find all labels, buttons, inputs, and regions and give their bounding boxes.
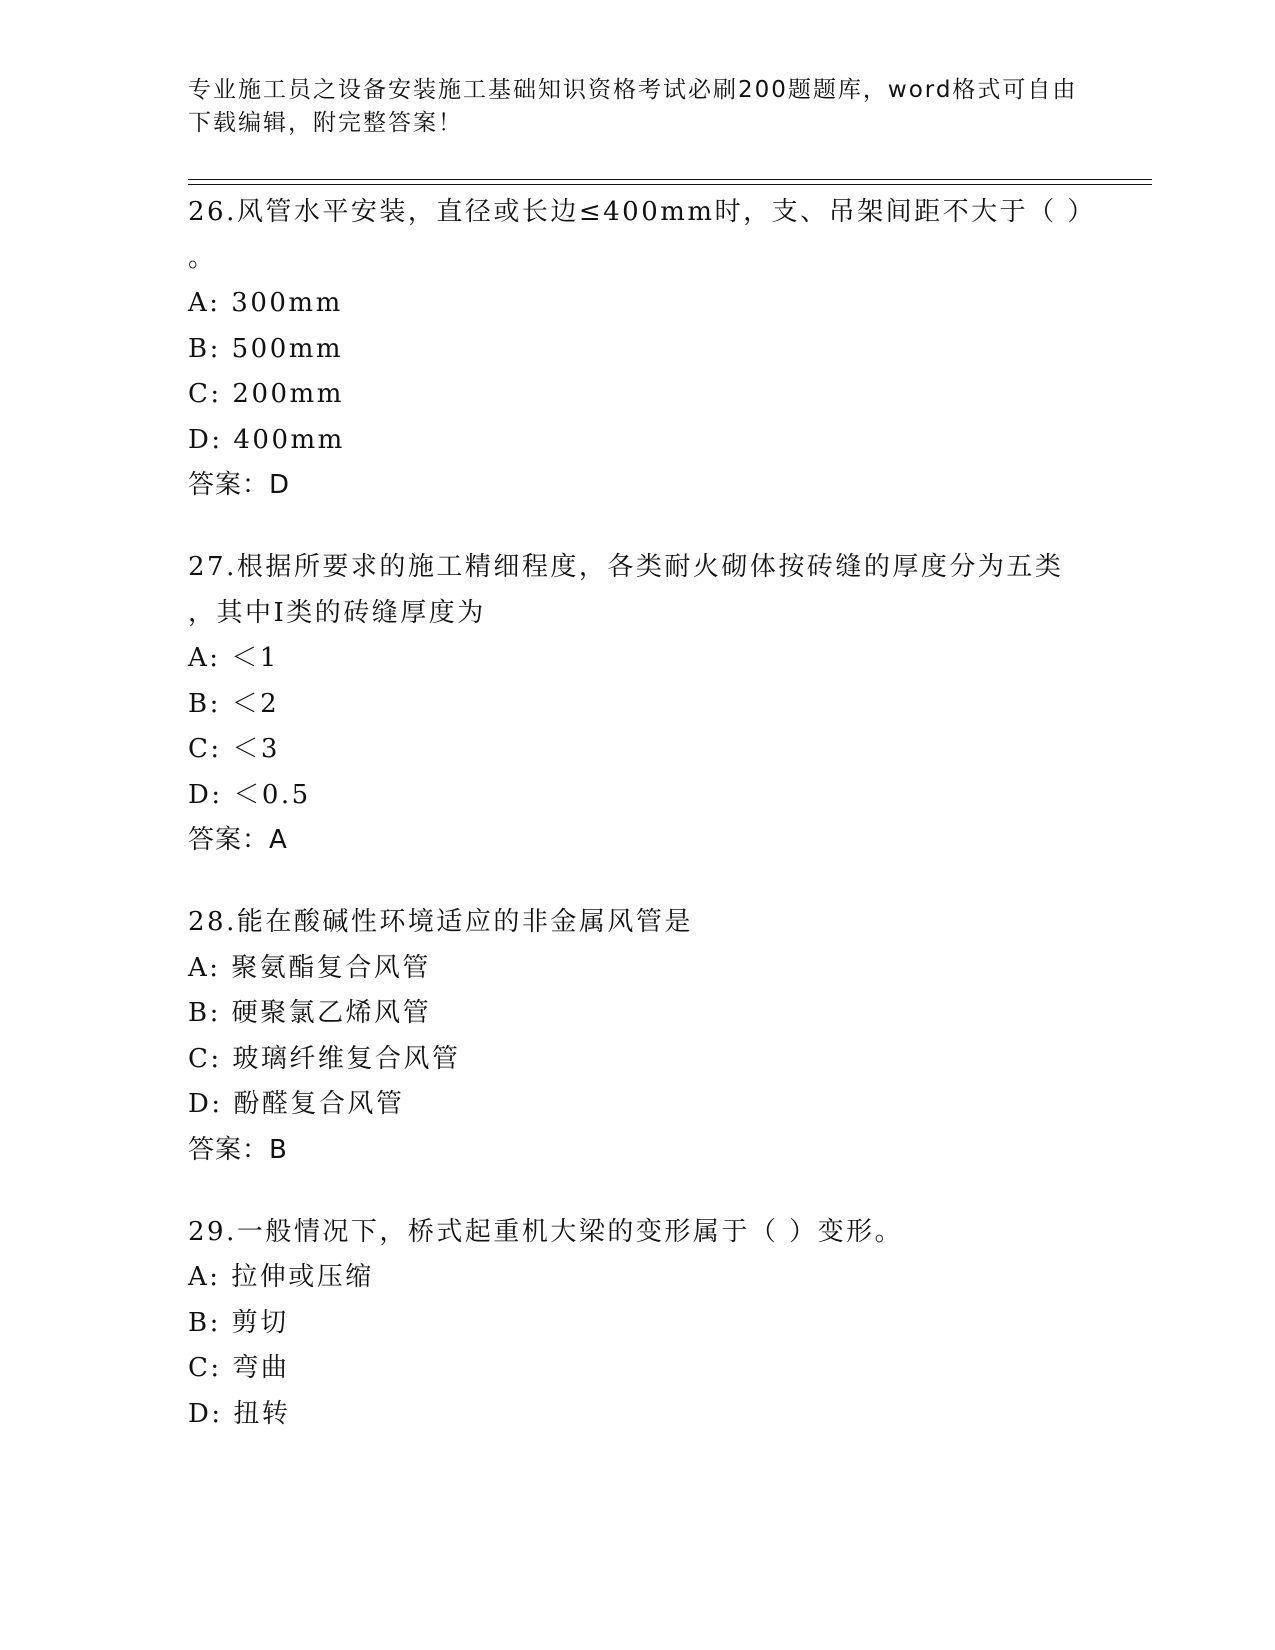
question-stem-line: ，其中Ⅰ类的砖缝厚度为 bbox=[188, 597, 486, 628]
option-d: D: ＜0.5 bbox=[188, 779, 311, 810]
option-b: B: ＜2 bbox=[188, 688, 280, 719]
option-c: C: 200mm bbox=[188, 379, 344, 409]
question-stem-line: 27.根据所要求的施工精细程度，各类耐火砌体按砖缝的厚度分为五类 bbox=[188, 552, 1064, 582]
option-d: D: 400mm bbox=[188, 424, 345, 455]
option-b: B: 剪切 bbox=[188, 1307, 289, 1338]
header-divider-bottom bbox=[188, 184, 1152, 185]
question-stem-line: 28.能在酸碱性环境适应的非金属风管是 bbox=[188, 907, 693, 937]
option-a: A: 聚氨酯复合风管 bbox=[188, 952, 431, 983]
option-b: B: 硬聚氯乙烯风管 bbox=[188, 998, 432, 1028]
option-a: A: 拉伸或压缩 bbox=[188, 1262, 374, 1292]
option-c: C: 弯曲 bbox=[188, 1353, 290, 1383]
question-26 bbox=[188, 190, 1096, 508]
answer-line: 答案：D bbox=[188, 470, 291, 500]
option-a: A: 300mm bbox=[188, 288, 343, 318]
answer-line: 答案：B bbox=[188, 1134, 288, 1165]
question-list bbox=[188, 190, 1096, 1474]
option-d: D: 酚醛复合风管 bbox=[188, 1089, 405, 1119]
question-27 bbox=[188, 545, 1088, 863]
option-c: C: ＜3 bbox=[188, 734, 280, 764]
header-line-2: 下载编辑，附完整答案！ bbox=[188, 110, 463, 136]
header-divider-top bbox=[188, 179, 1152, 180]
header-line-1: 专业施工员之设备安装施工基础知识资格考试必刷200题题库，word格式可自由 bbox=[188, 77, 1078, 103]
question-stem-line: 。 bbox=[188, 242, 217, 273]
document-header bbox=[188, 74, 1088, 140]
option-b: B: 500mm bbox=[188, 333, 344, 364]
question-28 bbox=[188, 900, 1088, 1173]
option-d: D: 扭转 bbox=[188, 1398, 291, 1429]
option-c: C: 玻璃纤维复合风管 bbox=[188, 1043, 461, 1074]
question-stem-line: 29.一般情况下，桥式起重机大梁的变形属于（ ）变形。 bbox=[188, 1216, 904, 1247]
question-stem-line: 26.风管水平安装，直径或长边≤400mm时，支、吊架间距不大于（ ） bbox=[188, 197, 1096, 227]
question-29 bbox=[188, 1210, 1088, 1438]
answer-line: 答案：A bbox=[188, 825, 288, 855]
option-a: A: ＜1 bbox=[188, 643, 279, 673]
